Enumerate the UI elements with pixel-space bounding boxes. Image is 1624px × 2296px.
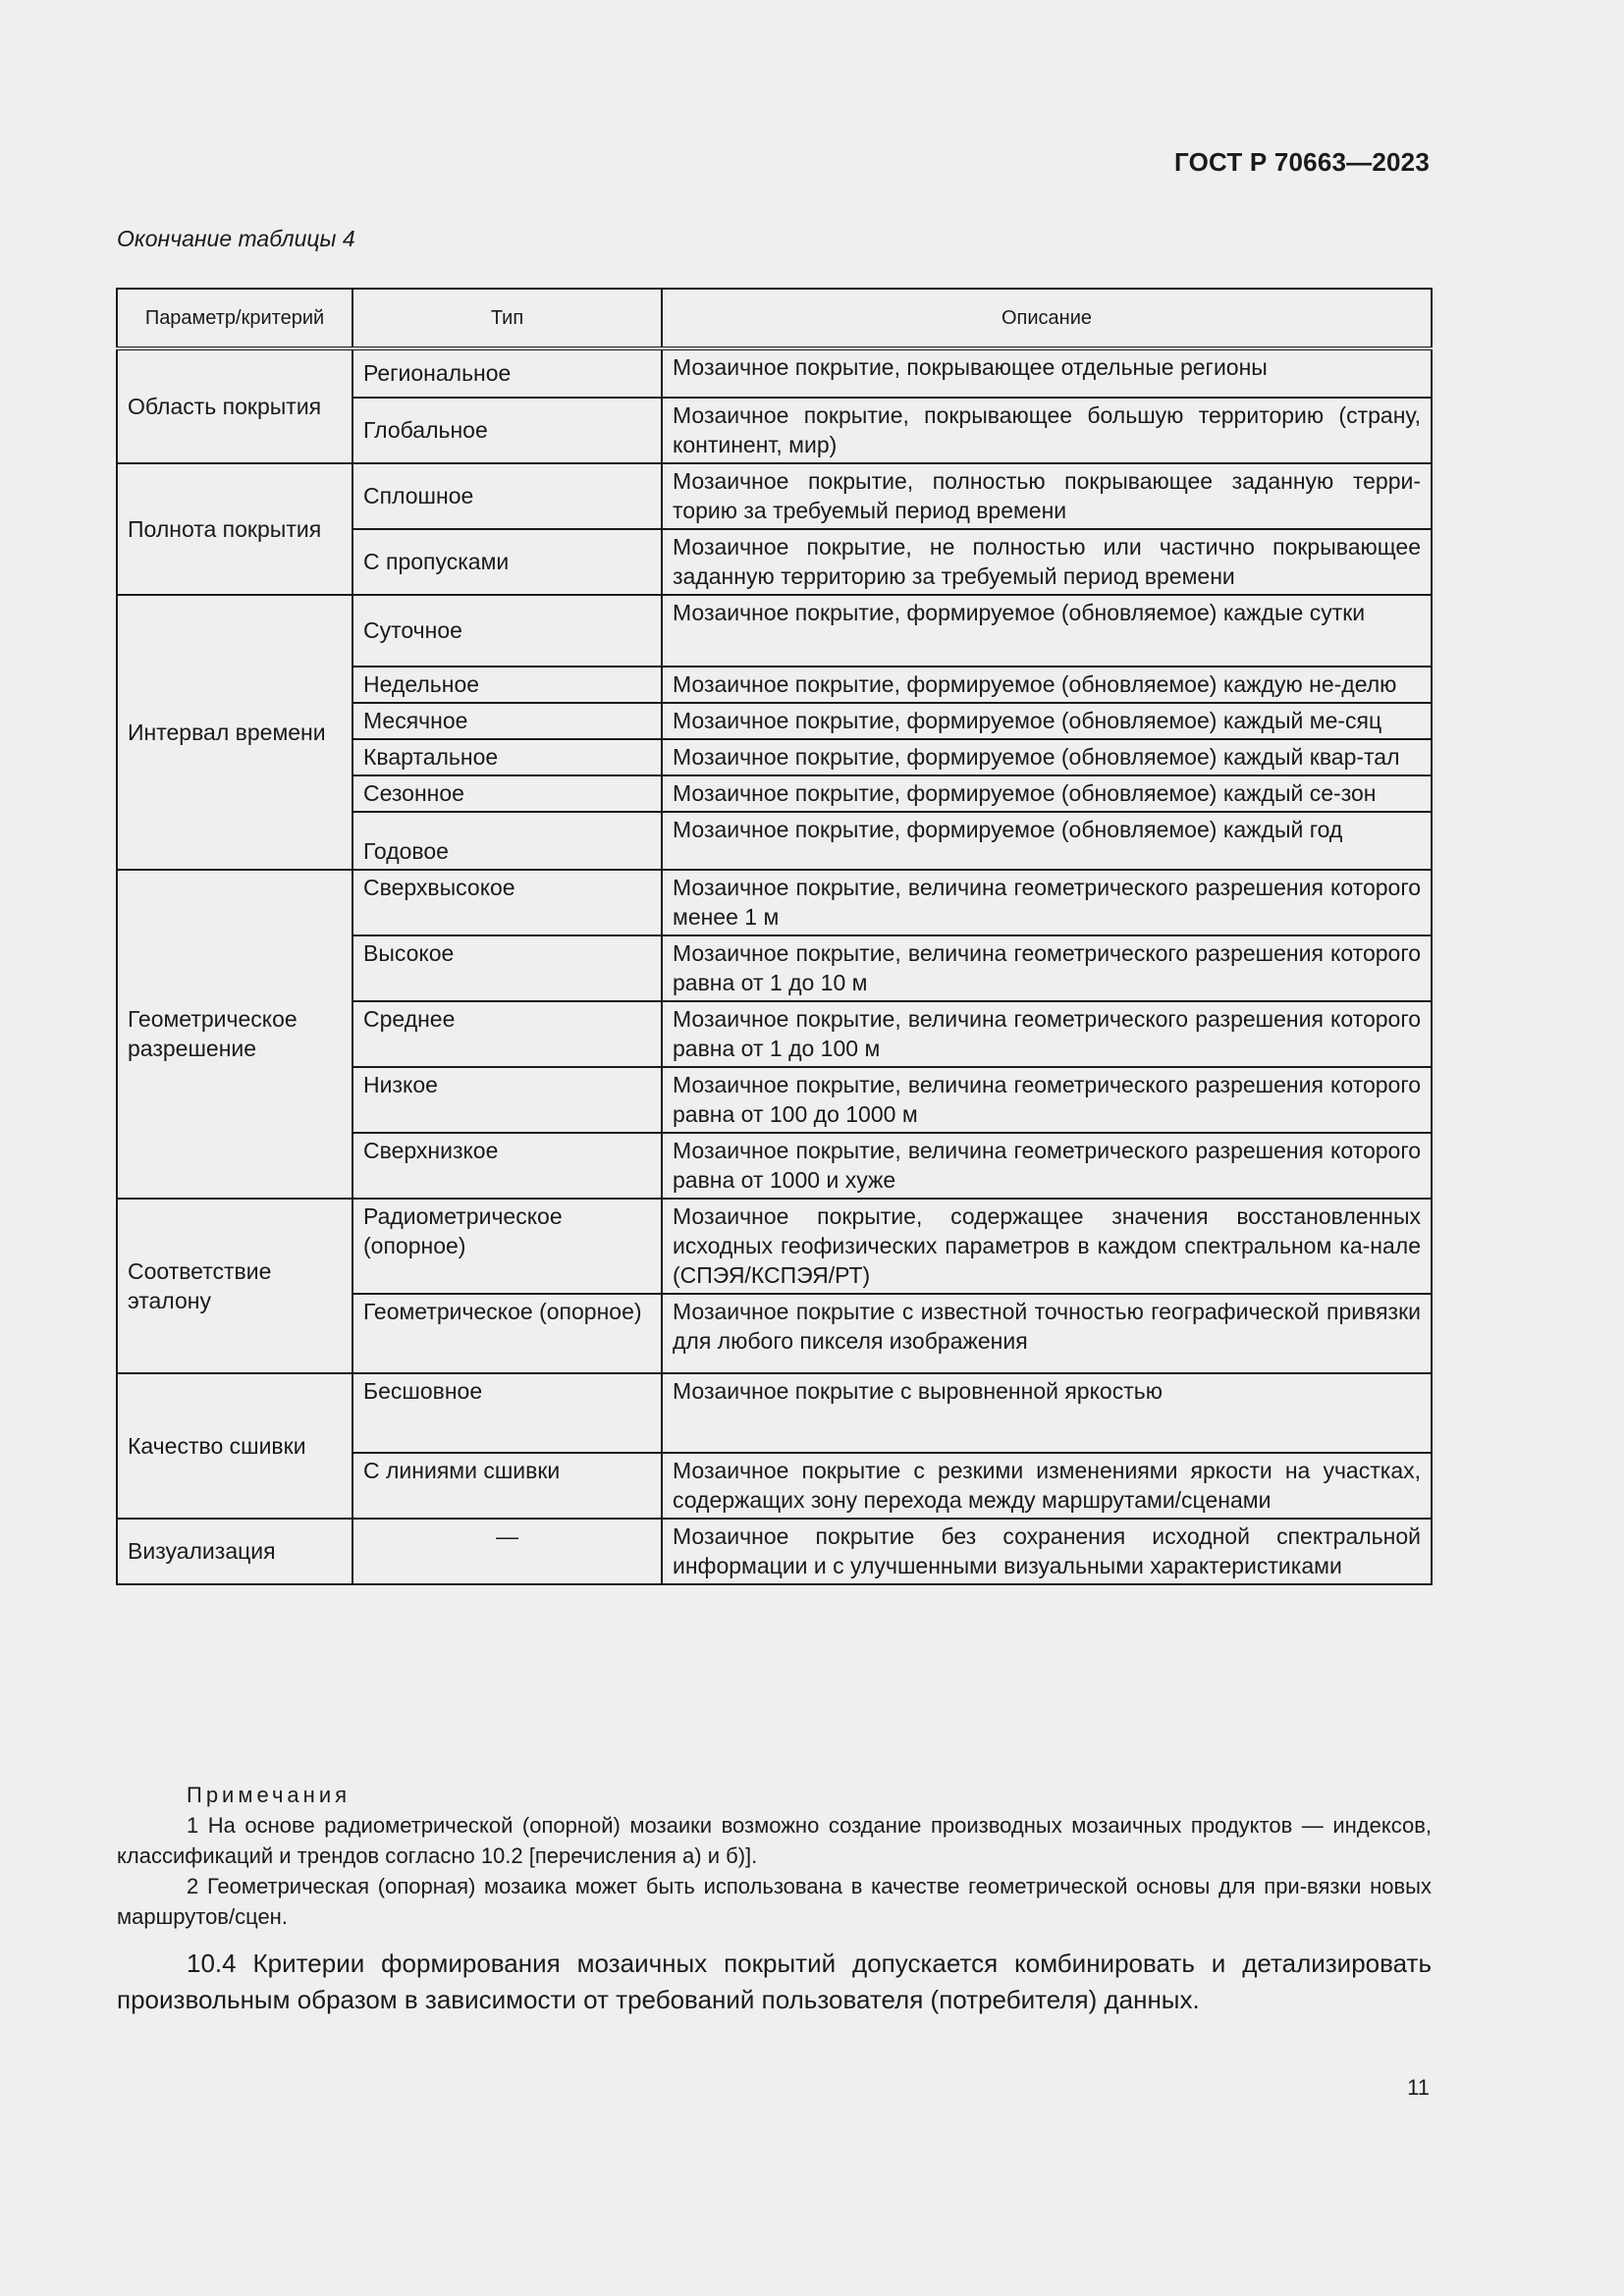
type-cell: Недельное [352, 667, 662, 703]
description-cell: Мозаичное покрытие, не полностью или частично покрывающее заданную территорию за требуемый период времени [662, 529, 1432, 595]
type-cell: Сверхвысокое [352, 870, 662, 935]
description-cell: Мозаичное покрытие с известной точностью географической привязки для любого пикселя изображения [662, 1294, 1432, 1373]
param-cell: Полнота покрытия [117, 463, 352, 595]
table-row [117, 463, 1432, 529]
param-cell: Качество сшивки [117, 1373, 352, 1519]
type-cell: Высокое [352, 935, 662, 1001]
description-cell: Мозаичное покрытие, формируемое (обновляемое) каждую не-делю [662, 667, 1432, 703]
type-cell: С пропусками [352, 529, 662, 595]
description-cell: Мозаичное покрытие, полностью покрывающее заданную терри-торию за требуемый период времени [662, 463, 1432, 529]
description-cell: Мозаичное покрытие с выровненной яркостью [662, 1373, 1432, 1453]
type-cell: Среднее [352, 1001, 662, 1067]
type-cell: — [352, 1519, 662, 1584]
table-row [117, 870, 1432, 935]
document-header: ГОСТ Р 70663—2023 [1174, 147, 1430, 177]
table-row [117, 348, 1432, 398]
table-row [117, 1519, 1432, 1584]
body-paragraph: 10.4 Критерии формирования мозаичных покрытий допускается комбинировать и детализировать произвольным образом в зависимости от требований пользователя (потребителя) данных. [117, 1949, 1432, 2014]
note-item: 2 Геометрическая (опорная) мозаика может быть использована в качестве геометрической основы для при-вязки новых маршрутов/сцен. [117, 1874, 1432, 1929]
type-cell: Геометрическое (опорное) [352, 1294, 662, 1373]
table-row [117, 1199, 1432, 1294]
description-cell: Мозаичное покрытие, величина геометрического разрешения которого равна от 1000 и хуже [662, 1133, 1432, 1199]
type-cell: Суточное [352, 595, 662, 667]
param-cell: Геометрическое разрешение [117, 870, 352, 1199]
note-item: 1 На основе радиометрической (опорной) мозаики возможно создание производных мозаичных продуктов — индексов, классификаций и трендов согласно 10.2 [перечисления а) и б)]. [117, 1813, 1432, 1868]
description-cell: Мозаичное покрытие без сохранения исходной спектральной информации и с улучшенными визуальными характеристиками [662, 1519, 1432, 1584]
type-cell: С линиями сшивки [352, 1453, 662, 1519]
type-cell: Годовое [352, 812, 662, 870]
param-cell: Интервал времени [117, 595, 352, 870]
description-cell: Мозаичное покрытие, величина геометрического разрешения которого равна от 1 до 100 м [662, 1001, 1432, 1067]
description-cell: Мозаичное покрытие, формируемое (обновляемое) каждый год [662, 812, 1432, 870]
description-cell: Мозаичное покрытие с резкими изменениями яркости на участках, содержащих зону перехода между маршрутами/сценами [662, 1453, 1432, 1519]
description-cell: Мозаичное покрытие, формируемое (обновляемое) каждые сутки [662, 595, 1432, 667]
param-cell: Область покрытия [117, 348, 352, 463]
page-number: 11 [1407, 2075, 1430, 2100]
type-cell: Низкое [352, 1067, 662, 1133]
table-row [117, 595, 1432, 667]
description-cell: Мозаичное покрытие, содержащее значения восстановленных исходных геофизических параметров в каждом спектральном ка-нале (СПЭЯ/КСПЭЯ/РТ) [662, 1199, 1432, 1294]
description-cell: Мозаичное покрытие, покрывающее отдельные регионы [662, 348, 1432, 398]
column-header-description: Описание [662, 289, 1432, 348]
description-cell: Мозаичное покрытие, формируемое (обновляемое) каждый ме-сяц [662, 703, 1432, 739]
param-cell: Соответствие эталону [117, 1199, 352, 1373]
criteria-table [116, 288, 1433, 1585]
column-header-type: Тип [352, 289, 662, 348]
type-cell: Радиометрическое (опорное) [352, 1199, 662, 1294]
type-cell: Сплошное [352, 463, 662, 529]
type-cell: Сверхнизкое [352, 1133, 662, 1199]
description-cell: Мозаичное покрытие, величина геометрического разрешения которого менее 1 м [662, 870, 1432, 935]
table-notes [117, 1780, 1432, 1932]
type-cell: Глобальное [352, 398, 662, 463]
description-cell: Мозаичное покрытие, величина геометрического разрешения которого равна от 1 до 10 м [662, 935, 1432, 1001]
description-cell: Мозаичное покрытие, покрывающее большую территорию (страну, континент, мир) [662, 398, 1432, 463]
description-cell: Мозаичное покрытие, формируемое (обновляемое) каждый квар-тал [662, 739, 1432, 775]
notes-title: Примечания [187, 1783, 352, 1807]
param-cell: Визуализация [117, 1519, 352, 1584]
description-cell: Мозаичное покрытие, формируемое (обновляемое) каждый се-зон [662, 775, 1432, 812]
type-cell: Бесшовное [352, 1373, 662, 1453]
type-cell: Сезонное [352, 775, 662, 812]
table-row [117, 1373, 1432, 1453]
type-cell: Месячное [352, 703, 662, 739]
description-cell: Мозаичное покрытие, величина геометрического разрешения которого равна от 100 до 1000 м [662, 1067, 1432, 1133]
table-header-row [117, 289, 1432, 348]
column-header-param: Параметр/критерий [117, 289, 352, 348]
type-cell: Региональное [352, 348, 662, 398]
type-cell: Квартальное [352, 739, 662, 775]
table-caption: Окончание таблицы 4 [117, 226, 355, 251]
